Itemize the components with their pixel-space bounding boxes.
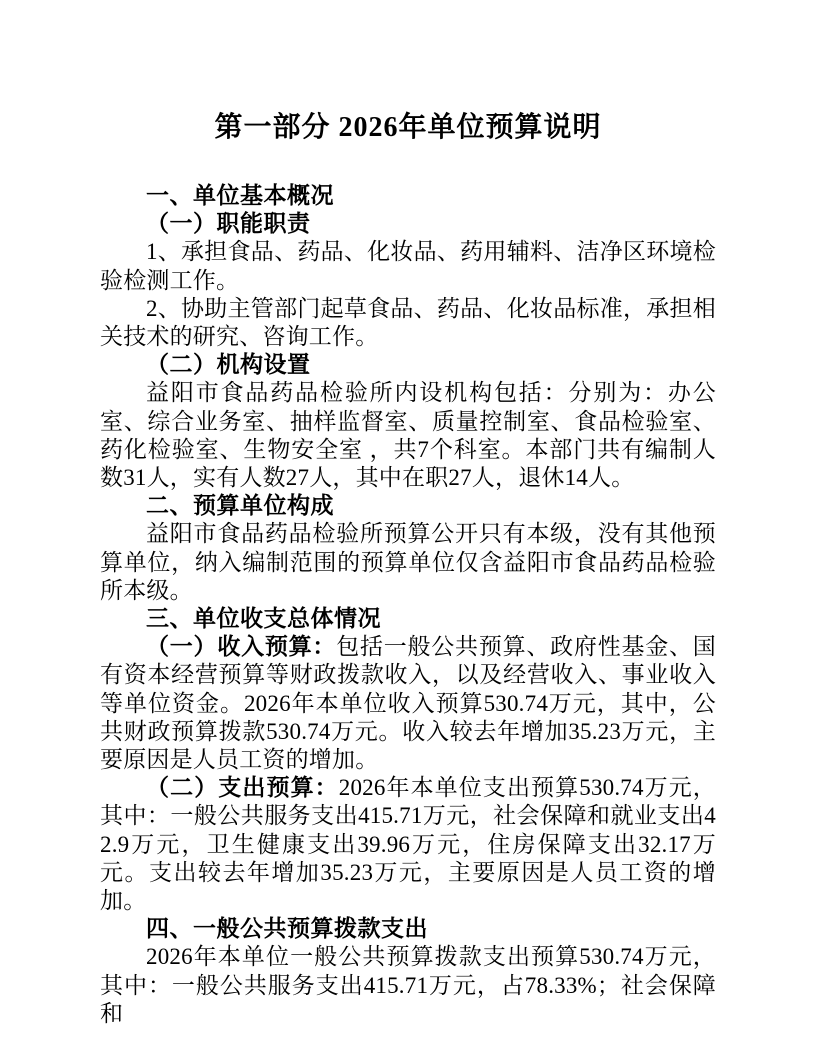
paragraph-text: 2026年本单位一般公共预算拨款支出预算530.74万元，其中：一般公共服务支出415.71万元，占78.33%；社会保障和 xyxy=(100,944,716,1026)
paragraph xyxy=(100,238,716,294)
document-title: 第一部分 2026年单位预算说明 xyxy=(214,112,602,143)
paragraph-text: （二）机构设置 xyxy=(146,352,311,378)
paragraph-text: 2026年本单位支出预算530.74万元，其中：一般公共服务支出415.71万元，社会保障和就业支出42.9万元，卫生健康支出39.96万元，住房保障支出32.17万元。支出较去年增加35.23万元，主要原因是人员工资的增加。 xyxy=(100,775,716,914)
paragraph xyxy=(100,492,716,520)
paragraph-text: 1、承担食品、药品、化妆品、药用辅料、洁净区环境检验检测工作。 xyxy=(100,239,716,293)
paragraph-text: 益阳市食品药品检验所预算公开只有本级，没有其他预算单位，纳入编制范围的预算单位仅含益阳市食品药品检验所本级。 xyxy=(100,521,716,603)
paragraph-lead: （二）支出预算： xyxy=(146,775,339,801)
paragraph xyxy=(100,943,716,1028)
paragraph xyxy=(100,605,716,633)
document-body xyxy=(100,182,716,1028)
paragraph-text: 三、单位收支总体情况 xyxy=(146,606,381,632)
paragraph xyxy=(100,210,716,238)
paragraph-text: 包括一般公共预算、政府性基金、国有资本经营预算等财政拨款收入，以及经营收入、事业收入等单位资金。2026年本单位收入预算530.74万元，其中，公共财政预算拨款530.74万元。收入较去年增加35.23万元，主要原因是人员工资的增加。 xyxy=(100,634,716,773)
paragraph xyxy=(100,295,716,351)
paragraph-text: 二、预算单位构成 xyxy=(146,493,334,519)
paragraph-text: 四、一般公共预算拨款支出 xyxy=(146,916,428,942)
paragraph xyxy=(100,915,716,943)
paragraph-text: 一、单位基本概况 xyxy=(146,183,334,208)
paragraph xyxy=(100,633,716,774)
paragraph-text: 益阳市食品药品检验所内设机构包括：分别为：办公室、综合业务室、抽样监督室、质量控制室、食品检验室、药化检验室、生物安全室 ，共7个科室。本部门共有编制人数31人，实有人数27人，其中在职27人，退休14人。 xyxy=(100,380,716,491)
paragraph xyxy=(100,379,716,492)
paragraph xyxy=(100,774,716,915)
paragraph xyxy=(100,520,716,605)
paragraph-text: 2、协助主管部门起草食品、药品、化妆品标准，承担相关技术的研究、咨询工作。 xyxy=(100,295,716,350)
paragraph-text: （一）职能职责 xyxy=(146,211,311,237)
paragraph xyxy=(100,182,716,210)
paragraph-lead: （一）收入预算： xyxy=(146,634,337,660)
paragraph xyxy=(100,351,716,379)
